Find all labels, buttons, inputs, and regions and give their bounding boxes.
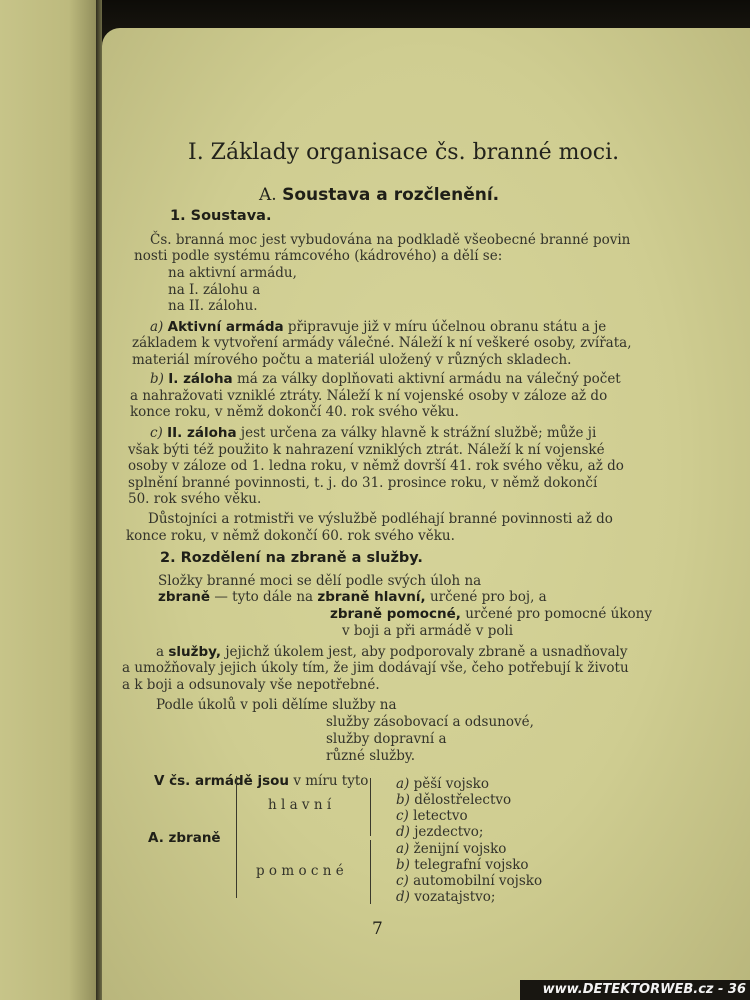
paragraph-b-first xyxy=(150,372,621,387)
table-item xyxy=(396,777,489,792)
outer-brace xyxy=(236,776,237,898)
table-item xyxy=(396,874,542,889)
paragraph-c-line: 50. rok svého věku. xyxy=(128,491,262,507)
officers-line: konce roku, v němž dokončí 60. rok svého věku. xyxy=(126,528,455,544)
army-line xyxy=(154,774,368,789)
sluzby-term: služby, xyxy=(168,644,222,660)
item-marker: c) xyxy=(396,808,409,824)
zbrane-text: — tyto dále na xyxy=(214,589,314,605)
item-marker: a) xyxy=(396,841,410,857)
paragraph-b-line: a nahražovati vzniklé ztráty. Náleží k ní vojenské osoby v záloze až do xyxy=(130,388,608,404)
item-marker: b) xyxy=(396,792,410,808)
section-a-title: Soustava a rozčlenění. xyxy=(282,185,500,205)
paragraph-a-line: materiál mírového počtu a materiál uložený v různých skladech. xyxy=(132,352,572,368)
paragraph-c-line: splnění branné povinnosti, t. j. do 31. prosince roku, v němž dokončí xyxy=(128,475,598,491)
item-label: automobilní vojsko xyxy=(413,873,543,889)
table-item xyxy=(396,842,506,857)
sluzby-cont: a umožňovaly jejich úkoly tím, že jim dodávají vše, čeho potřebují k životu xyxy=(122,660,629,676)
item-label: ženijní vojsko xyxy=(413,841,507,857)
paragraph-a-first xyxy=(150,320,606,335)
hlavni-term: zbraně hlavní, xyxy=(317,589,426,605)
sluzby-pre: a xyxy=(156,644,165,660)
item-label: letectvo xyxy=(413,808,468,824)
table-item xyxy=(396,825,483,840)
paragraph-c-term: II. záloha xyxy=(167,425,237,441)
table-item xyxy=(396,858,529,873)
army-term: V čs. armádě jsou xyxy=(154,773,290,789)
service-item: služby dopravní a xyxy=(326,731,447,747)
item-label: jezdectvo; xyxy=(414,824,484,840)
page-number: 7 xyxy=(372,919,383,939)
sluzby-text: jejichž úkolem jest, aby podporovaly zbraně a usnadňovaly xyxy=(225,644,628,660)
table-item xyxy=(396,809,468,824)
item-marker: b) xyxy=(396,857,410,873)
paragraph-c-first xyxy=(150,426,596,441)
paragraph-b-marker: b) xyxy=(150,371,164,387)
section-a-label: A. xyxy=(259,185,277,205)
item-marker: a) xyxy=(396,776,410,792)
officers-line: Důstojníci a rotmistři ve výslužbě podléhají branné povinnosti až do xyxy=(148,511,613,527)
table-item xyxy=(396,890,495,905)
section-1-line: Čs. branná moc jest vybudována na podkladě všeobecné branné povin xyxy=(150,232,631,248)
page-title: I. Základy organisace čs. branné moci. xyxy=(188,140,620,165)
paragraph-b-term: I. záloha xyxy=(168,371,233,387)
group-pomocne: p o m o c n é xyxy=(256,863,344,879)
item-marker: c) xyxy=(396,873,409,889)
section-1-line: na I. zálohu a xyxy=(168,282,261,298)
section-2-intro: Složky branné moci se dělí podle svých úloh na xyxy=(158,573,482,589)
paragraph-a-line: základem k vytvoření armády válečné. Náleží k ní veškeré osoby, zvířata, xyxy=(132,335,632,351)
left-page xyxy=(0,0,98,1000)
pomocne-term: zbraně pomocné, xyxy=(330,606,461,622)
hlavni-text: určené pro boj, a xyxy=(429,589,547,605)
pomocne-text: určené pro pomocné úkony xyxy=(465,606,652,622)
group-hlavni: h l a v n í xyxy=(268,797,332,813)
paragraph-c-marker: c) xyxy=(150,425,163,441)
item-label: vozatajstvo; xyxy=(414,889,496,905)
item-marker: d) xyxy=(396,824,410,840)
group-brace xyxy=(370,840,371,904)
table-root: A. zbraně xyxy=(148,830,221,846)
army-text: v míru tyto xyxy=(293,773,369,789)
section-1-heading: 1. Soustava. xyxy=(170,208,272,224)
paragraph-a-marker: a) xyxy=(150,319,164,335)
sluzby-line xyxy=(156,645,628,660)
paragraph-b-text: má za války doplňovati aktivní armádu na válečný počet xyxy=(236,371,621,387)
section-a-heading xyxy=(259,185,499,205)
service-item: služby zásobovací a odsunové, xyxy=(326,714,534,730)
paragraph-c-line: osoby v záloze od 1. ledna roku, v němž dovrší 41. rok svého věku, až do xyxy=(128,458,624,474)
item-marker: d) xyxy=(396,889,410,905)
table-item xyxy=(396,793,511,808)
services-intro: Podle úkolů v poli dělíme služby na xyxy=(156,697,397,713)
item-label: telegrafní vojsko xyxy=(414,857,529,873)
section-1-line: na aktivní armádu, xyxy=(168,265,297,281)
item-label: pěší vojsko xyxy=(413,776,489,792)
paragraph-a-text: připravuje již v míru účelnou obranu státu a je xyxy=(287,319,607,335)
section-1-line: nosti podle systému rámcového (kádrového) a dělí se: xyxy=(134,248,503,264)
sluzby-cont: a k boji a odsunovaly vše nepotřebné. xyxy=(122,677,380,693)
paragraph-c-line: však býti též použito k nahrazení vzniklých ztrát. Náleží k ní vojenské xyxy=(128,442,605,458)
section-2-heading: 2. Rozdělení na zbraně a služby. xyxy=(160,550,423,566)
watermark: www.DETEKTORWEB.cz - 36 xyxy=(520,980,750,1000)
pomocne-line xyxy=(330,607,652,622)
pomocne-cont: v boji a při armádě v poli xyxy=(342,623,514,639)
item-label: dělostřelectvo xyxy=(414,792,512,808)
zbrane-line xyxy=(158,590,547,605)
service-item: různé služby. xyxy=(326,748,416,764)
paragraph-c-text: jest určena za války hlavně k strážní službě; může ji xyxy=(240,425,597,441)
paragraph-a-term: Aktivní armáda xyxy=(167,319,284,335)
section-1-line: na II. zálohu. xyxy=(168,298,258,314)
zbrane-term: zbraně xyxy=(158,589,211,605)
right-page xyxy=(102,28,750,1000)
paragraph-b-line: konce roku, v němž dokončí 40. rok svého věku. xyxy=(130,404,459,420)
group-brace xyxy=(370,778,371,836)
